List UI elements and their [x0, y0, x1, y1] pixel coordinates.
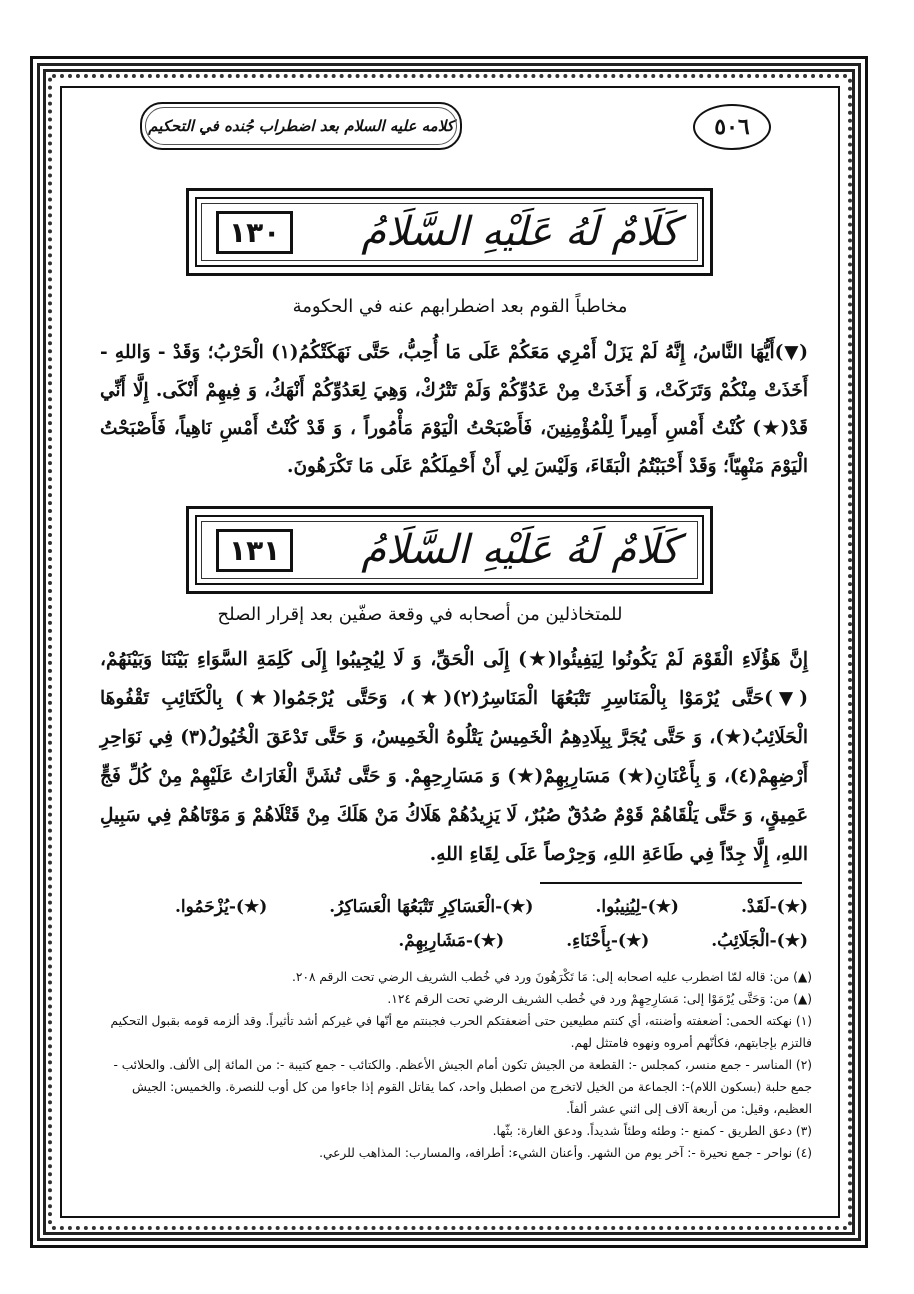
section-subtitle: مخاطباً القوم بعد اضطرابهم عنه في الحكومة	[292, 296, 628, 317]
section-number: ١٣١	[216, 529, 293, 572]
footnote: (٤) نواحر - جمع نحيرة -: آخر يوم من الشهر. وأعنان الشيء: أطرافه، والمسارب: المذاهب للرعي.	[319, 1146, 812, 1160]
section-subtitle: للمتخاذلين من أصحابه في وقعة صفّين بعد إقرار الصلح	[217, 604, 623, 625]
section-banner-131	[186, 506, 713, 594]
variant-item: (★)-مَشَارِبِهِمْ.	[398, 931, 505, 951]
variant-readings	[100, 890, 808, 958]
variant-item: (★)-بِأَحْنَاءِ.	[566, 931, 650, 951]
banner-title: كَلَامٌ لَهُ عَلَيْهِ السَّلَامُ	[361, 209, 679, 255]
variant-row	[100, 924, 808, 958]
variant-item: (★)-لِيُنِيبُوا.	[595, 897, 679, 917]
footnotes	[96, 966, 812, 1164]
running-head	[140, 102, 462, 150]
sermon-text: إِنَّ هَؤُلَاءِ الْقَوْمَ لَمْ يَكُونُوا لِيَفِيئُوا(★) إِلَى الْحَقِّ، وَ لَا لِيُجِيبُوا إِلَى كَلِمَةِ السَّوَاءِ بَيْنَنَا وَبَيْنَهُمْ، (▼)حَتَّى يُرْمَوْا بِالْمَنَاسِرِ تَتْبَعُهَا الْمَنَاسِرُ(٢)(★)، وَحَتَّى يُرْجَمُوا(★) بِالْكَتَائِبِ تَقْفُوهَا الْحَلَائِبُ(★)، وَ حَتَّى يُجَرَّ بِبِلَادِهِمُ الْخَمِيسُ يَتْلُوهُ الْخَمِيسُ، وَ حَتَّى تَدْعَقَ الْخُيُولُ(٣) فِي نَوَاحِرِ أَرْضِهِمْ(٤)، وَ بِأَعْنَانِ(★) مَسَارِبِهِمْ(★) وَ مَسَارِحِهِمْ. وَ حَتَّى تُشَنَّ الْغَارَاتُ عَلَيْهِمْ مِنْ كُلِّ فَجٍّ عَمِيقٍ، وَ حَتَّى يَلْقَاهُمْ قَوْمٌ صُدُقٌ صُبُرٌ، لَا يَزِيدُهُمْ هَلَاكُ مَنْ هَلَكَ مِنْ قَتْلَاهُمْ وَ مَوْتَاهُمْ فِي سَبِيلِ اللهِ، إِلَّا جِدّاً فِي طَاعَةِ اللهِ، وَحِرْصاً عَلَى لِقَاءِ اللهِ.	[100, 649, 808, 865]
variant-item: (★)-يُزْحَمُوا.	[175, 897, 268, 917]
section-banner-130	[186, 188, 713, 276]
page-number	[693, 104, 771, 150]
variant-row	[100, 890, 808, 924]
banner-title: كَلَامٌ لَهُ عَلَيْهِ السَّلَامُ	[361, 527, 679, 573]
page-number-text: ٥٠٦	[714, 114, 750, 140]
running-head-text: كلامه عليه السلام بعد اضطراب جُنده في التحكيم	[148, 117, 454, 135]
footnote: (٣) دعق الطريق - كمنع -: وطئه وطئاً شديداً. ودعق الغارة: بثّها.	[492, 1124, 812, 1138]
footnote: (٢) المناسر - جمع منسر، كمجلس -: القطعة من الجيش تكون أمام الجيش الأعظم. والكتائب - جمع كتيبة -: من المائة إلى الألف. والحلائب - جمع حلبة (بسكون اللام)-: الجماعة من الخيل لاتخرج من اصطبل واحد، كما يقاتل القوم إذا جاءوا من كل أوب للنصرة. والخميس: الجيش العظيم، وقيل: من أربعة آلاف إلى اثني عشر ألفاً.	[113, 1058, 812, 1116]
footnote: (▲) من: قاله لمّا اضطرب عليه اصحابه إلى: مَا تَكْرَهُونَ ورد في خُطب الشريف الرضي تحت الرقم ٢٠٨.	[292, 970, 812, 984]
sermon-text: (▼)أَيُّهَا النَّاسُ، إِنَّهُ لَمْ يَزَلْ أَمْرِي مَعَكُمْ عَلَى مَا أُحِبُّ، حَتَّى نَهَكَتْكُمُ(١) الْحَرْبُ؛ وَقَدْ - وَاللهِ - أَخَذَتْ مِنْكُمْ وَتَرَكَتْ، وَ أَخَذَتْ مِنْ عَدُوِّكُمْ وَلَمْ تَتْرُكْ، وَهِيَ لِعَدُوِّكُمْ أَنْهَكُ، وَ فِيهِمْ أَنْكَى. إِلَّا أَنِّي قَدْ(★) كُنْتُ أَمْسِ أَمِيراً لِلْمُؤْمِنِينَ، فَأَصْبَحْتُ الْيَوْمَ مَأْمُوراً ، وَ قَدْ كُنْتُ أَمْسِ نَاهِياً، فَأَصْبَحْتُ الْيَوْمَ مَنْهِيّاً؛ وَقَدْ أَحْبَبْتُمُ الْبَقَاءَ، وَلَيْسَ لِي أَنْ أَحْمِلَكُمْ عَلَى مَا تَكْرَهُونَ.	[100, 342, 808, 477]
footnote: (▲) من: وَحَتَّى يُرْمَوْا إلى: مَسَارِحِهِمْ ورد في خُطب الشريف الرضي تحت الرقم ١٢٤.	[387, 992, 812, 1006]
footnote: (١) نهكته الحمى: أضعفته وأضنته، أي كنتم مطيعين حتى أضعفتكم الحرب فجبنتم مع أنّها في غيركم أشد تأثيراً. وقد ألزمه قومه بقبول التحكيم فالتزم بإجابتهم، فكأنّهم أمروه ونهوه فامتثل لهم.	[110, 1014, 812, 1050]
variant-item: (★)-لَقَدْ.	[740, 897, 808, 917]
variant-item: (★)-الْعَسَاكِرِ تَتْبَعُهَا الْعَسَاكِرُ.	[329, 897, 534, 917]
footnote-separator	[540, 882, 802, 884]
section-number: ١٣٠	[216, 211, 293, 254]
variant-item: (★)-الْجَلَائِبُ.	[711, 931, 808, 951]
